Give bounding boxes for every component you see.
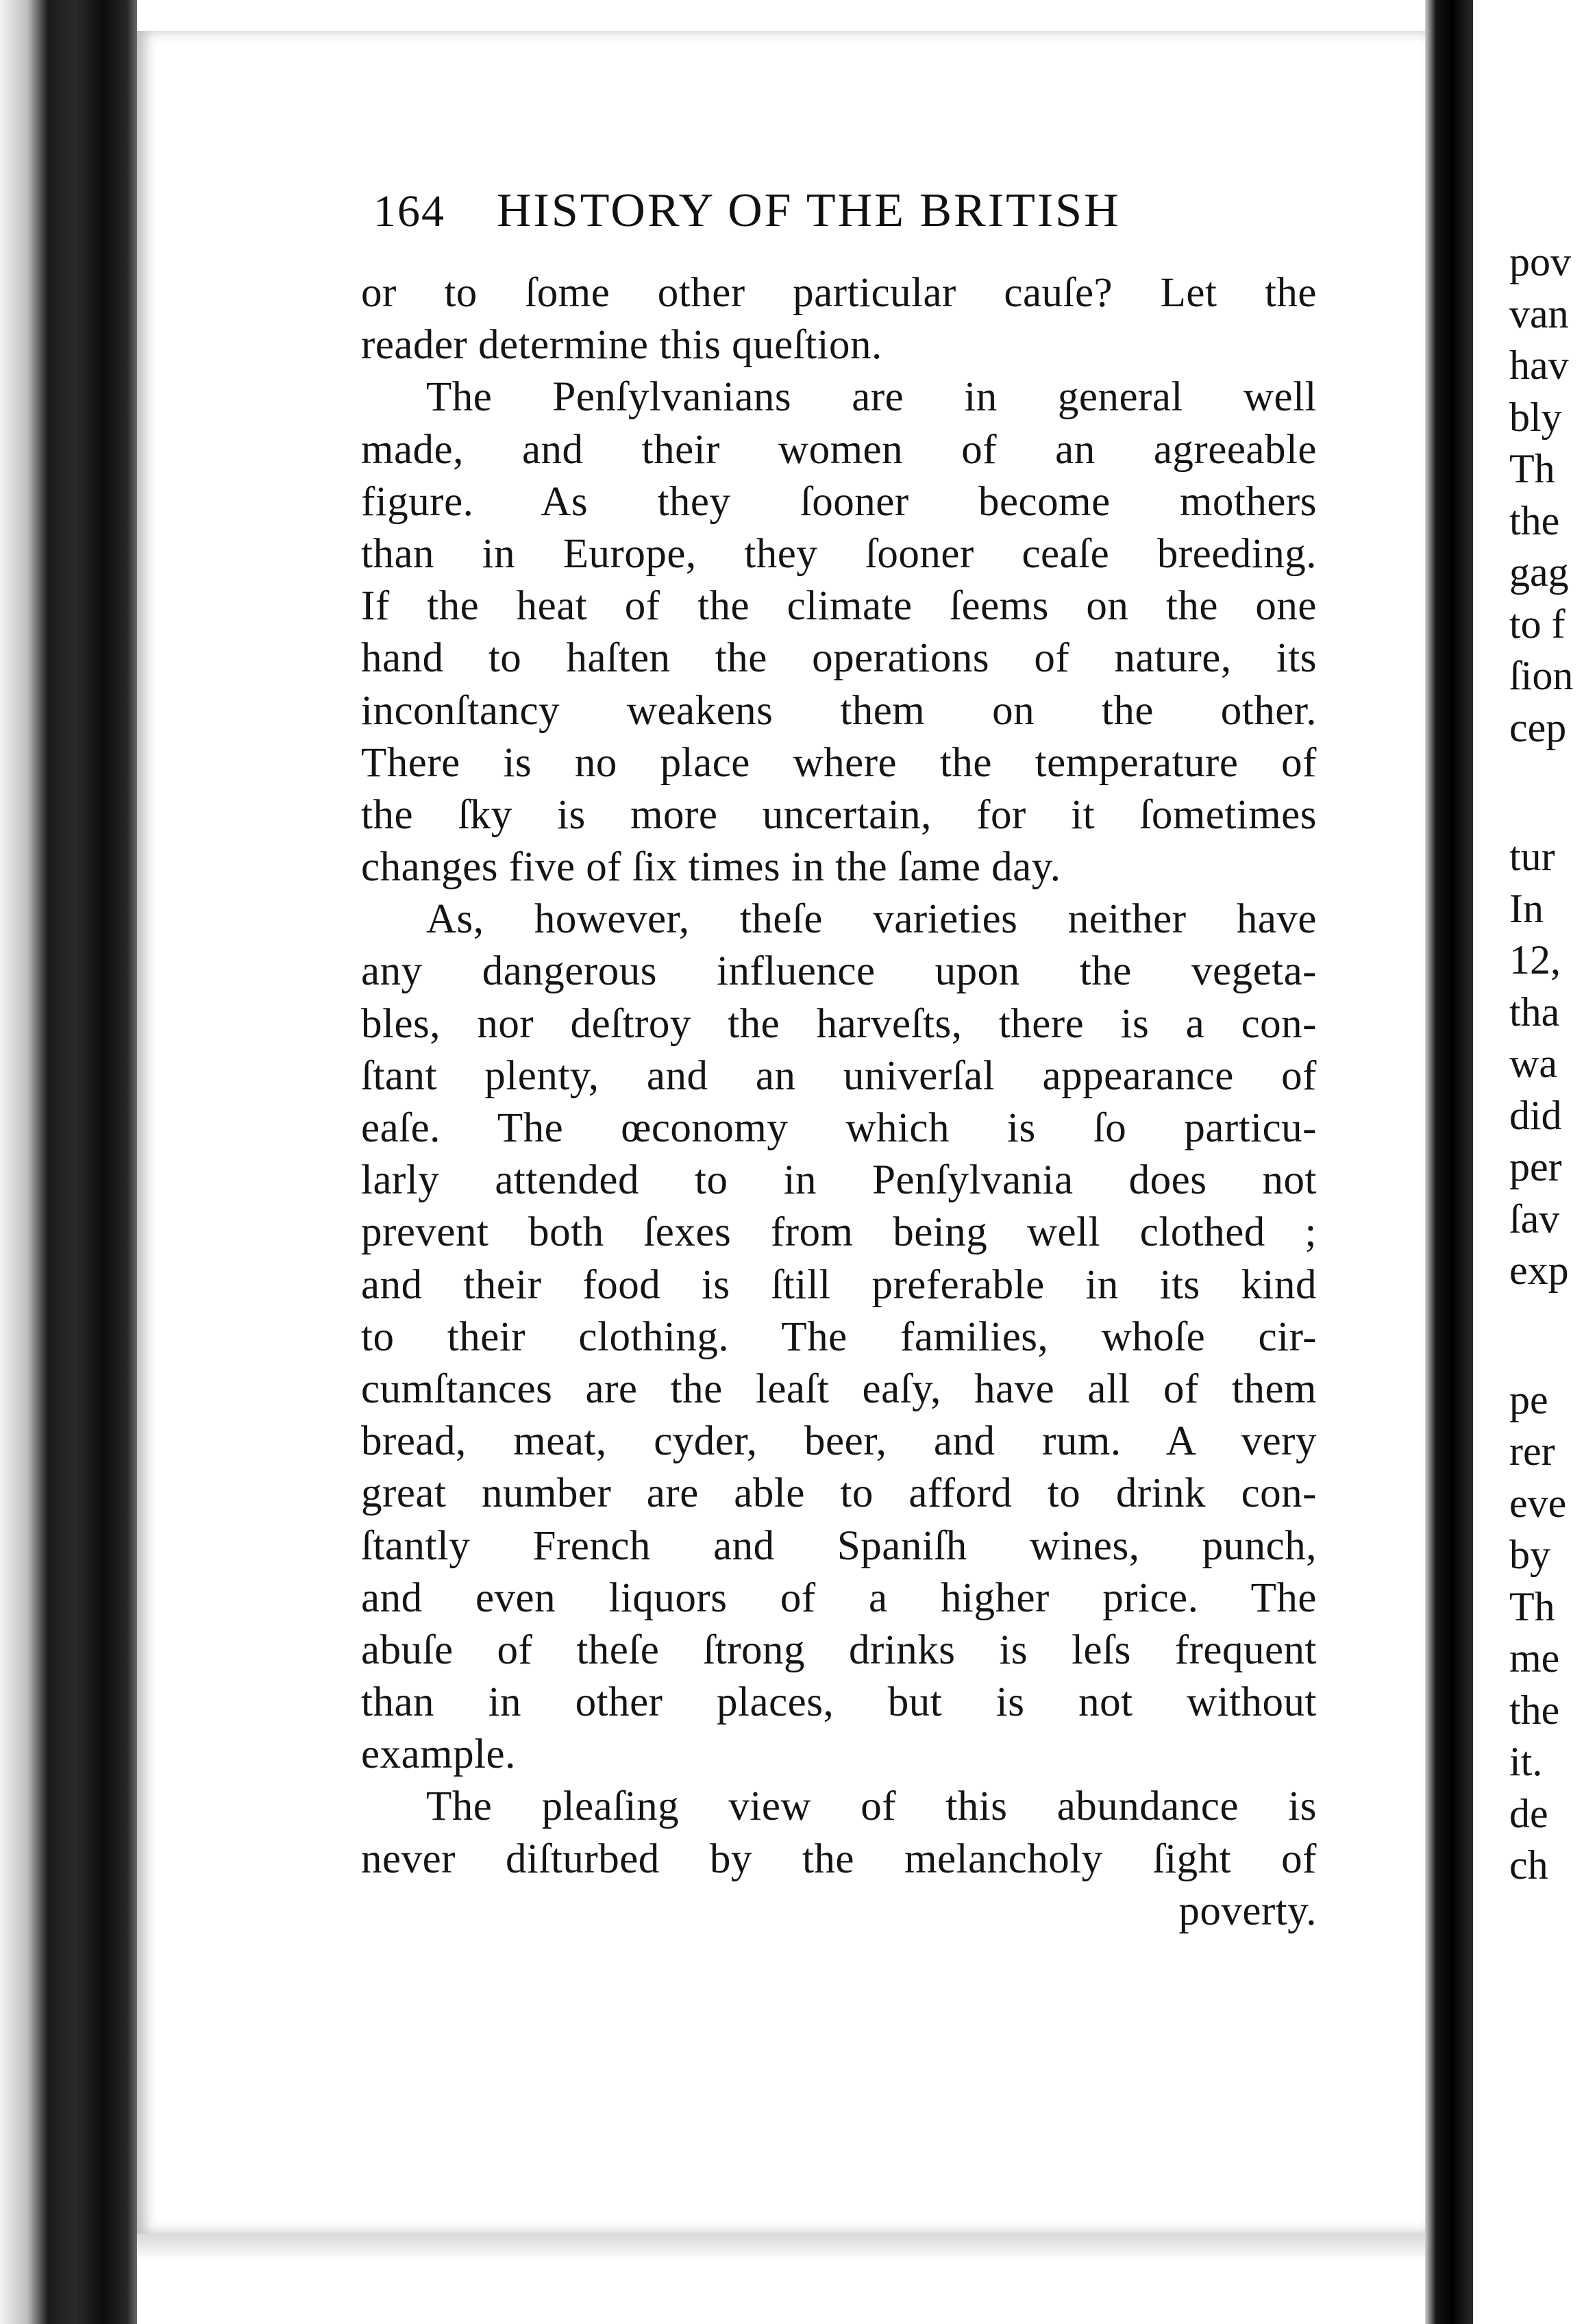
right-page-fragment: ſion — [1509, 653, 1574, 698]
right-page-fragment: to f — [1509, 601, 1566, 647]
right-page-fragment: hav — [1509, 343, 1569, 388]
right-page-fragment: exp — [1509, 1248, 1569, 1293]
text-line: figure. As they ſooner become mothers — [361, 478, 1317, 525]
right-page-fragment: wa — [1509, 1041, 1557, 1086]
text-line: changes five of ſix times in the ſame day. — [361, 844, 1061, 891]
page-bottom-edge — [137, 2234, 1425, 2324]
text-line: and their food is ſtill preferable in its kind — [361, 1261, 1317, 1308]
text-line: There is no place where the temperature of — [361, 739, 1317, 786]
right-page-fragment: per — [1509, 1144, 1562, 1189]
book-binding — [0, 0, 137, 2324]
text-line: and even liquors of a higher price. The — [361, 1574, 1317, 1621]
right-page-fragment: pe — [1509, 1376, 1548, 1422]
right-page-fragment: tha — [1509, 989, 1560, 1035]
text-line: to their clothing. The families, whoſe cir- — [361, 1313, 1317, 1360]
text-line: reader determine this queſtion. — [361, 322, 882, 369]
right-page-fragment: the — [1509, 497, 1560, 543]
text-line: cumſtances are the leaſt eaſy, have all of them — [361, 1365, 1317, 1412]
text-line: poverty. — [1178, 1888, 1317, 1934]
text-line: than in other places, but is not without — [361, 1679, 1317, 1726]
text-line: great number are able to afford to drink con- — [361, 1470, 1317, 1517]
text-line: inconſtancy weakens them on the other. — [361, 687, 1317, 734]
running-head — [373, 184, 1237, 245]
body-text — [361, 267, 1317, 1938]
right-page-fragment: did — [1509, 1092, 1562, 1138]
text-line: example. — [361, 1731, 516, 1778]
right-page-fragment: 12, — [1509, 937, 1561, 982]
running-head-title: HISTORY OF THE BRITISH — [497, 184, 1121, 237]
right-page-fragment — [1509, 1297, 1584, 1374]
text-line: If the heat of the climate ſeems on the one — [361, 583, 1317, 630]
right-page-fragment: eve — [1509, 1480, 1567, 1526]
text-line: than in Europe, they ſooner ceaſe breeding. — [361, 530, 1317, 577]
text-line: never diſturbed by the melancholy ſight of — [361, 1835, 1317, 1882]
right-page-text-fragments — [1509, 236, 1584, 1892]
right-page-fragment: ſav — [1509, 1196, 1560, 1241]
text-line: The Penſylvanians are in general well — [426, 374, 1317, 421]
right-page-fragment: gag — [1509, 549, 1569, 595]
text-line: ſtant plenty, and an univerſal appearance of — [361, 1052, 1317, 1099]
text-line: The pleaſing view of this abundance is — [426, 1783, 1317, 1830]
text-line: As, however, theſe varieties neither have — [426, 896, 1317, 943]
right-page-fragment: rer — [1509, 1429, 1555, 1474]
text-line: any dangerous influence upon the vegeta- — [361, 948, 1317, 995]
right-page-fragment: van — [1509, 290, 1569, 336]
text-line: hand to haſten the operations of nature, its — [361, 635, 1317, 682]
text-line: made, and their women of an agreeable — [361, 426, 1317, 473]
right-page-fragment — [1509, 754, 1584, 831]
book-gutter — [1425, 0, 1473, 2324]
right-page-fragment: bly — [1509, 394, 1562, 440]
right-page-fragment: tur — [1509, 834, 1555, 879]
text-line: larly attended to in Penſylvania does not — [361, 1157, 1317, 1204]
right-page-fragment: In — [1509, 885, 1544, 931]
right-page-fragment: me — [1509, 1635, 1560, 1681]
right-page-fragment: the — [1509, 1687, 1560, 1733]
right-page-fragment: cep — [1509, 704, 1567, 750]
text-line: the ſky is more uncertain, for it ſometimes — [361, 791, 1317, 838]
right-page-fragment: by — [1509, 1532, 1550, 1577]
page-number: 164 — [373, 186, 445, 236]
right-page-fragment: ch — [1509, 1842, 1548, 1888]
text-line: prevent both ſexes from being well clothed ; — [361, 1209, 1317, 1256]
right-page-fragment: Th — [1509, 1583, 1555, 1629]
right-page-fragment: pov — [1509, 239, 1571, 284]
text-line: abuſe of theſe ſtrong drinks is leſs frequent — [361, 1627, 1317, 1673]
text-line: bread, meat, cyder, beer, and rum. A very — [361, 1418, 1317, 1465]
text-line: bles, nor deſtroy the harveſts, there is a con- — [361, 1000, 1317, 1047]
right-page-fragment: de — [1509, 1790, 1548, 1836]
text-line: or to ſome other particular cauſe? Let the — [361, 270, 1317, 316]
text-line: ſtantly French and Spaniſh wines, punch, — [361, 1522, 1317, 1569]
right-page-fragment: it. — [1509, 1739, 1543, 1784]
text-line: eaſe. The œconomy which is ſo particu- — [361, 1105, 1317, 1151]
right-page-fragment: Th — [1509, 446, 1555, 491]
